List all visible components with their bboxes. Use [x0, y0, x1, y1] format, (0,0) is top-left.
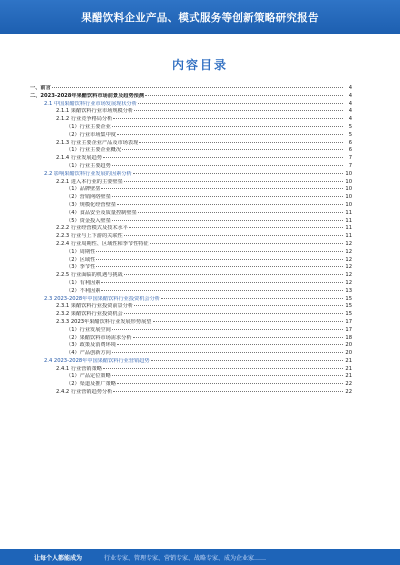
toc-entry-page: 10: [345, 186, 352, 193]
toc-entry-label: 2.3 2023-2028年中国果醋饮料行业投资机会分析: [44, 295, 160, 302]
toc-entry-page: 20: [345, 342, 352, 349]
toc-entry-label: 2.2.4 行业周期性、区域性和季节性特征: [56, 240, 149, 247]
toc-leader-dots: [117, 200, 343, 205]
toc-entry[interactable]: [30, 388, 352, 396]
toc-entry-label: （3）季节性: [66, 264, 96, 271]
toc-entry-page: 10: [345, 178, 352, 185]
toc-entry-page: 21: [345, 373, 352, 380]
toc-entry-page: 4: [348, 116, 352, 123]
toc-entry-page: 11: [345, 233, 352, 240]
toc-entry-page: 22: [345, 389, 352, 396]
toc-leader-dots: [52, 83, 343, 88]
toc-entry-label: （1）周期性: [66, 248, 96, 255]
toc-leader-dots: [134, 106, 343, 111]
toc-entry-label: （1）行业主要趋势: [66, 162, 111, 169]
toc-entry-label: （1）有利因素: [66, 279, 101, 286]
table-of-contents: [30, 84, 352, 396]
toc-entry-page: 12: [345, 248, 352, 255]
footer-roles: 行业专家、管理专家、营销专家、战略专家、成为企业家……: [104, 554, 267, 562]
report-title: 果醋饮料企业产品、模式服务等创新策略研究报告: [81, 11, 319, 24]
toc-leader-dots: [134, 301, 343, 306]
toc-entry-page: 18: [345, 334, 352, 341]
toc-entry-label: （1）品牌壁垒: [66, 186, 101, 193]
toc-entry-label: （3）规模化经营壁垒: [66, 201, 116, 208]
footer-bar: [0, 549, 400, 565]
toc-leader-dots: [129, 223, 343, 228]
toc-leader-dots: [112, 216, 343, 221]
toc-leader-dots: [101, 184, 343, 189]
toc-entry-label: 2.2 影响果醋饮料行业发展的因素分析: [44, 170, 132, 177]
toc-leader-dots: [138, 99, 343, 104]
toc-entry-page: 5: [348, 123, 352, 130]
toc-entry-label: 2.4 2023-2028年中国果醋饮料行业营销趋势: [44, 357, 150, 364]
toc-entry-page: 5: [348, 131, 352, 138]
toc-leader-dots: [112, 192, 343, 197]
toc-leader-dots: [133, 333, 343, 338]
toc-entry-label: 2.4.1 行业营销策略: [56, 365, 102, 372]
toc-entry-page: 15: [345, 303, 352, 310]
toc-entry-label: （2）营销网络壁垒: [66, 194, 111, 201]
toc-leader-dots: [96, 262, 343, 267]
report-header-bar: [0, 0, 400, 34]
toc-entry-label: （2）渠道及推广策略: [66, 381, 116, 388]
toc-entry-label: 2.2.3 行业与上下游的关联性: [56, 233, 123, 240]
toc-leader-dots: [133, 169, 343, 174]
toc-entry-page: 11: [345, 209, 352, 216]
toc-leader-dots: [150, 239, 343, 244]
toc-leader-dots: [117, 340, 343, 345]
toc-entry-label: （5）资金投入壁垒: [66, 217, 111, 224]
toc-entry-page: 17: [345, 326, 352, 333]
toc-entry-page: 11: [345, 225, 352, 232]
toc-entry-label: 2.3.1 果醋饮料行业投资前景分析: [56, 303, 134, 310]
toc-entry-label: （1）产品定位策略: [66, 373, 111, 380]
toc-entry-page: 12: [345, 272, 352, 279]
toc-entry-label: 二、2023-2028年果醋饮料市场前景及趋势预测: [30, 92, 145, 99]
toc-entry-label: 一、前言: [30, 85, 51, 91]
toc-entry-page: 15: [345, 295, 352, 302]
toc-entry-label: 2.1.2 行业竞争格局分析: [56, 116, 113, 123]
toc-entry-page: 13: [345, 287, 352, 294]
toc-entry-label: 2.2.2 行业经营模式及技术水平: [56, 225, 128, 232]
toc-entry-label: 2.2.5 行业面临的机遇与挑战: [56, 272, 123, 279]
toc-leader-dots: [96, 255, 343, 260]
toc-leader-dots: [117, 130, 343, 135]
toc-leader-dots: [103, 364, 343, 369]
toc-leader-dots: [117, 379, 343, 384]
toc-entry-page: 17: [345, 318, 352, 325]
toc-entry-page: 11: [345, 217, 352, 224]
toc-leader-dots: [112, 325, 343, 330]
toc-leader-dots: [112, 371, 343, 376]
toc-leader-dots: [122, 145, 343, 150]
toc-entry-label: 2.1 中国果醋饮料行业市场发展现状分析: [44, 100, 137, 107]
toc-entry-label: （1）行业主要企业概况: [66, 147, 122, 154]
toc-leader-dots: [101, 278, 343, 283]
toc-leader-dots: [151, 356, 343, 361]
toc-entry-page: 12: [345, 279, 352, 286]
toc-entry-label: （1）行业主要企业: [66, 123, 111, 130]
toc-leader-dots: [138, 208, 343, 213]
toc-entry-page: 4: [348, 85, 352, 91]
toc-entry-label: 2.3.2 果醋饮料行业投资机会: [56, 311, 123, 318]
toc-entry-label: （4）产品创新方向: [66, 350, 111, 357]
toc-entry-page: 12: [345, 264, 352, 271]
toc-entry-page: 12: [345, 240, 352, 247]
toc-entry-label: （1）行业发展空间: [66, 326, 111, 333]
toc-leader-dots: [124, 231, 343, 236]
toc-entry-label: 2.1.1 果醋饮料行业市场规模分析: [56, 108, 134, 115]
toc-entry-page: 21: [345, 365, 352, 372]
toc-leader-dots: [112, 161, 343, 166]
footer-tagline: 让每个人都能成为: [34, 554, 83, 562]
toc-entry-page: 12: [345, 256, 352, 263]
toc-leader-dots: [112, 348, 343, 353]
toc-entry-label: 2.1.4 行业发展趋势: [56, 155, 102, 162]
toc-entry-page: 10: [345, 201, 352, 208]
toc-leader-dots: [145, 91, 343, 96]
toc-entry-page: 15: [345, 311, 352, 318]
toc-entry-page: 7: [348, 155, 352, 162]
toc-entry-page: 4: [348, 92, 352, 99]
toc-leader-dots: [101, 286, 343, 291]
toc-entry-page: 4: [348, 108, 352, 115]
toc-entry-label: 2.4.2 行业营销趋势分析: [56, 389, 113, 396]
toc-entry-label: （4）食品安全及质量控制壁垒: [66, 209, 137, 216]
toc-leader-dots: [124, 177, 343, 182]
toc-entry-page: 6: [348, 147, 352, 154]
toc-entry-page: 6: [348, 139, 352, 146]
toc-leader-dots: [96, 247, 343, 252]
toc-entry-label: 2.3.3 2023年果醋饮料行业发展形势展望: [56, 318, 152, 325]
toc-leader-dots: [161, 294, 343, 299]
toc-entry-page: 22: [345, 381, 352, 388]
toc-entry-page: 21: [345, 357, 352, 364]
toc-entry-page: 7: [348, 162, 352, 169]
toc-leader-dots: [103, 153, 343, 158]
toc-entry-label: 2.2.1 进入本行业的主要壁垒: [56, 178, 123, 185]
toc-entry-label: （2）区域性: [66, 256, 96, 263]
toc-entry-page: 20: [345, 350, 352, 357]
toc-heading: 内容目录: [171, 58, 228, 72]
toc-entry-label: （2）行业市场集中度: [66, 131, 116, 138]
toc-leader-dots: [139, 138, 343, 143]
toc-leader-dots: [153, 317, 344, 322]
toc-entry-page: 10: [345, 194, 352, 201]
toc-leader-dots: [112, 122, 343, 127]
toc-leader-dots: [113, 387, 343, 392]
toc-entry-label: 2.1.3 行业主要企业产品及市场表现: [56, 139, 139, 146]
toc-entry-label: （3）政策及消费环境: [66, 342, 116, 349]
toc-leader-dots: [124, 309, 343, 314]
toc-entry-page: 10: [345, 170, 352, 177]
toc-leader-dots: [113, 114, 343, 119]
toc-leader-dots: [124, 270, 343, 275]
toc-entry-label: （2）不利因素: [66, 287, 101, 294]
toc-entry-page: 4: [348, 100, 352, 107]
toc-entry-label: （2）果醋饮料市场需求分析: [66, 334, 132, 341]
